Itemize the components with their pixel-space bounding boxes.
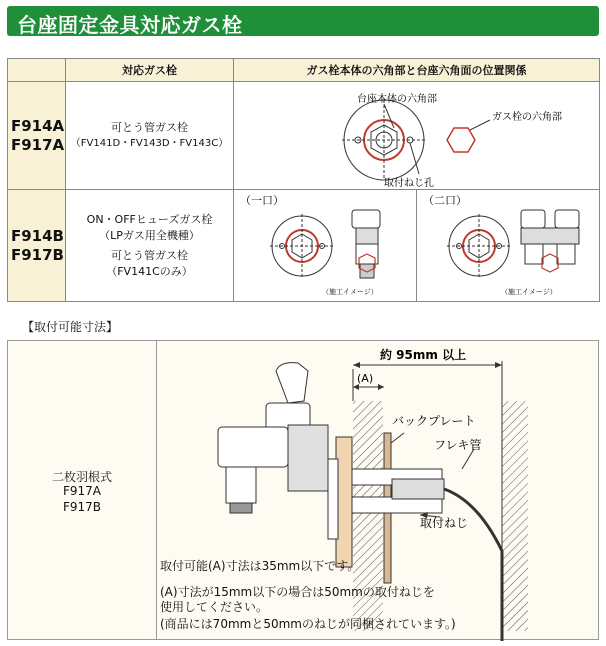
note-line: 取付可能(A)寸法は35mm以下です。 (160, 559, 360, 573)
hex-relation-sketch (234, 82, 600, 190)
model-cell (8, 82, 66, 190)
double-outlet-svg (417, 190, 600, 302)
a-label: (A) (357, 372, 374, 385)
desc-line: （LPガス用全機種） (99, 228, 200, 242)
model-code: F917A (11, 135, 65, 154)
col-header-valve: 対応ガス栓 (66, 59, 234, 82)
corner-cell (8, 59, 66, 82)
panel-label: （二口） (423, 194, 467, 207)
seat-hex-label: 台座本体の六角部 (357, 94, 437, 105)
hex-sketch-svg (234, 82, 600, 190)
screw-hole-label: 取付ねじ孔 (384, 178, 434, 189)
single-outlet-panel (234, 190, 417, 302)
screw-label: 取付ねじ (420, 516, 469, 530)
panel-caption: （施工イメージ） (322, 288, 378, 296)
dim-label: 約 95mm 以上 (380, 348, 467, 362)
backplate-label: バックプレート (392, 414, 476, 428)
desc-cell (66, 190, 234, 302)
double-outlet-panel (417, 190, 600, 302)
model-code: F914B (11, 226, 64, 245)
model-code: F914A (11, 116, 65, 135)
desc-line: ON・OFFヒューズガス栓 (86, 212, 213, 226)
model-cell (8, 190, 66, 302)
mount-type: 二枚羽根式 (51, 470, 112, 484)
flex-pipe-label: フレキ管 (434, 438, 482, 452)
compat-table (7, 58, 600, 302)
single-outlet-svg (234, 190, 417, 302)
model-code: F917A (62, 484, 101, 498)
panel-caption: （施工イメージ） (501, 288, 557, 296)
page-title: 台座固定金具対応ガス栓 (17, 13, 243, 37)
desc-cell (66, 82, 234, 190)
desc-line: 可とう管ガス栓 (111, 248, 188, 262)
note-line: (商品には70mmと50mmのねじが同梱されています。) (160, 617, 456, 631)
valve-hex-label: ガス栓の六角部 (492, 112, 562, 123)
desc-line: （FV141Cのみ） (106, 264, 193, 278)
model-code: F917B (11, 245, 64, 264)
note-line: 使用してください。 (160, 600, 269, 614)
title-banner (7, 6, 599, 36)
panel-label: （一口） (240, 194, 284, 207)
col-header-relation: ガス栓本体の六角部と台座六角面の位置関係 (234, 59, 600, 82)
mount-dimension-box (7, 340, 599, 640)
desc-line: （FV141D・FV143D・FV143C） (70, 137, 229, 149)
note-line: (A)寸法が15mm以下の場合は50mmの取付ねじを (160, 585, 435, 599)
section-heading: 【取付可能寸法】 (22, 320, 119, 334)
model-code: F917B (62, 500, 102, 514)
desc-line: 可とう管ガス栓 (111, 120, 188, 134)
